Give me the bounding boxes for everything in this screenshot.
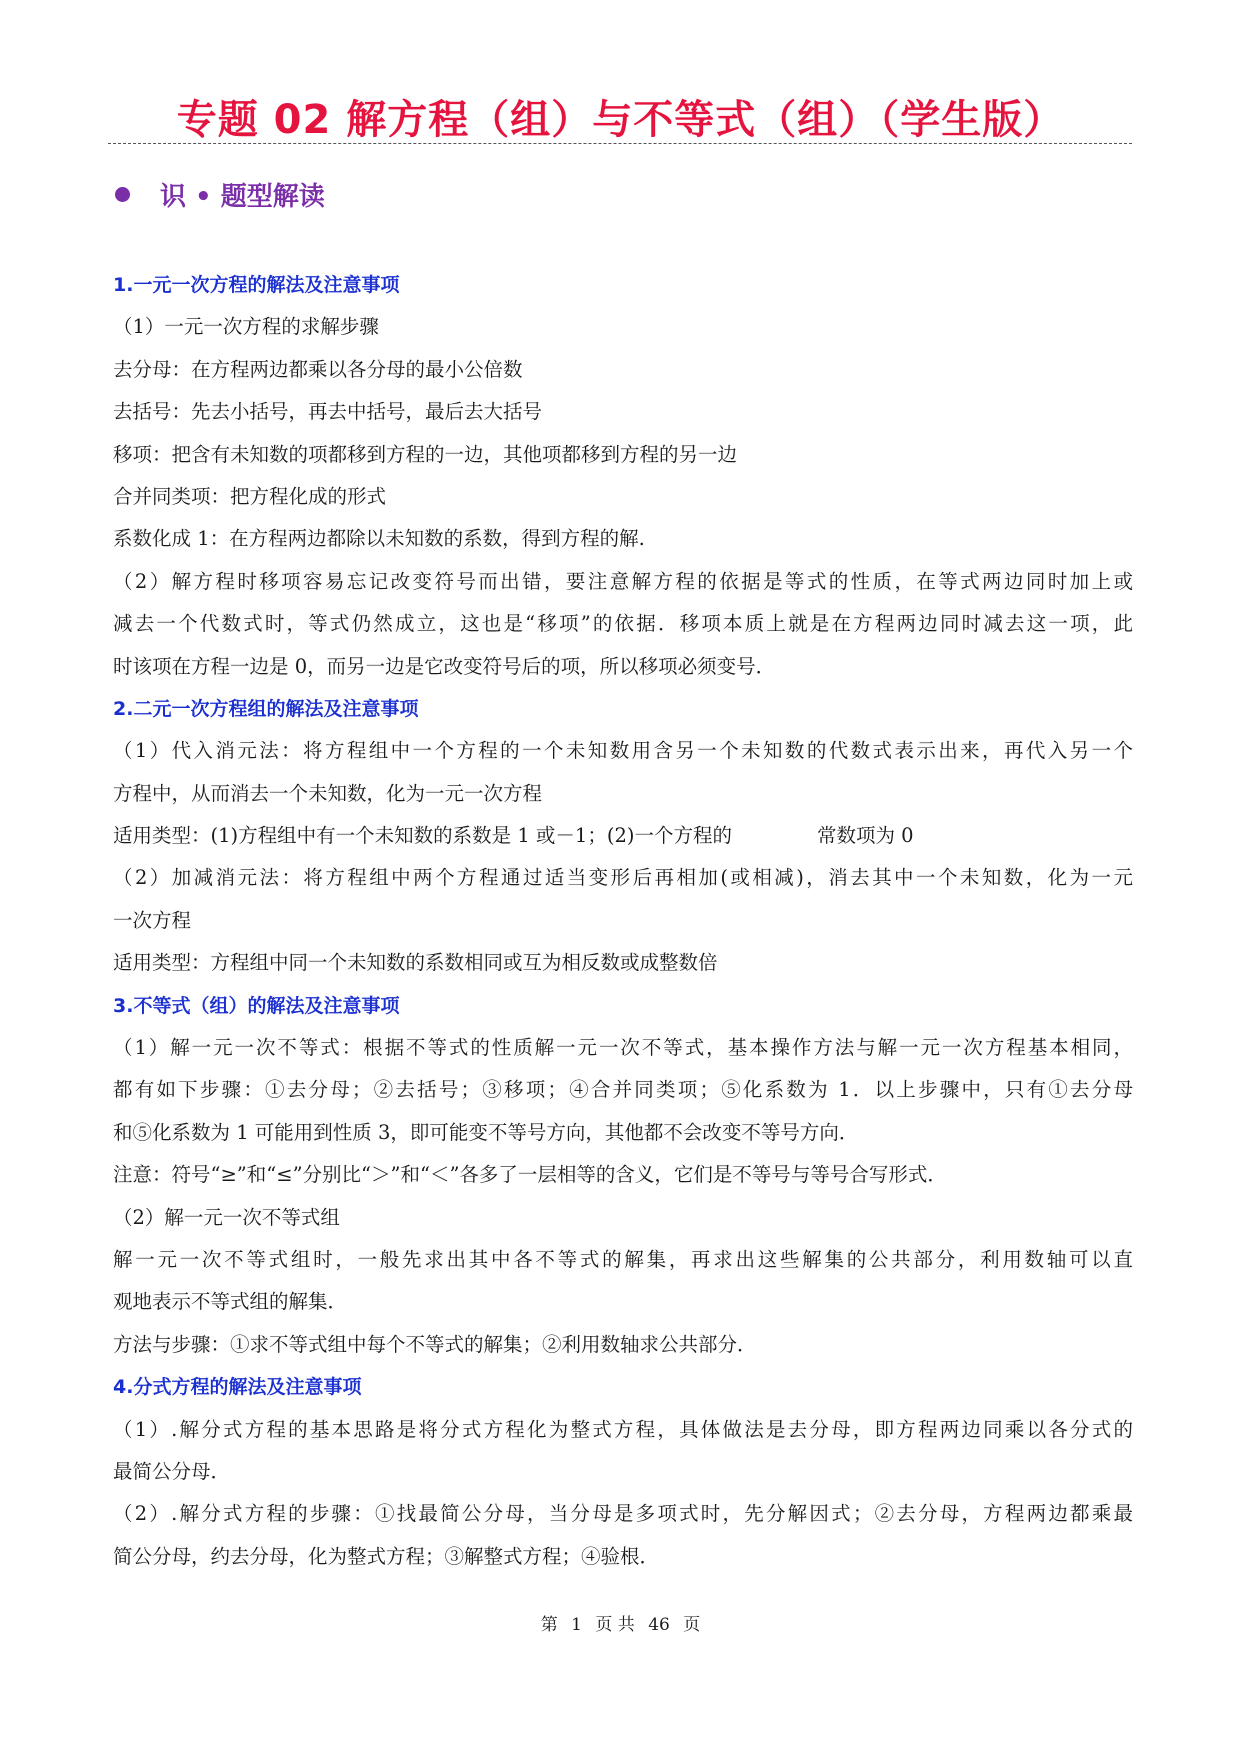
title-divider [108, 143, 1132, 144]
paragraph-line: 简公分母，约去分母，化为整式方程；③解整式方程；④验根． [113, 1544, 660, 1568]
footer-suffix: 页 [683, 1615, 701, 1635]
paragraph-line: 都有如下步骤：①去分母；②去括号；③移项；④合并同类项；⑤化系数为 1．以上步骤中，只有①去分母 [113, 1078, 1133, 1102]
paragraph-line: 系数化成 1：在方程两边都除以未知数的系数，得到方程的解. [113, 527, 645, 551]
paragraph-line: （2）加减消元法：将方程组中两个方程通过适当变形后再相加(或相减)，消去其中一个未知数，化为一元 [113, 866, 1133, 890]
paragraph-line: （2）.解分式方程的步骤：①找最简公分母，当分母是多项式时，先分解因式；②去分母，方程两边都乘最 [113, 1502, 1133, 1526]
paragraph-line: 最简公分母． [113, 1459, 231, 1483]
section-header [115, 172, 325, 216]
paragraph-line: 移项：把含有未知数的项都移到方程的一边，其他项都移到方程的另一边 [113, 442, 738, 466]
section-heading: 4.分式方程的解法及注意事项 [113, 1376, 362, 1399]
paragraph-line: 去括号：先去小括号，再去中括号，最后去大括号 [113, 400, 543, 424]
section-heading: 3.不等式（组）的解法及注意事项 [113, 994, 400, 1017]
paragraph-line [113, 815, 1133, 857]
paragraph-line: （1）解一元一次不等式：根据不等式的性质解一元一次不等式，基本操作方法与解一元一次方程基本相同， [113, 1036, 1133, 1060]
paragraph-line: （1）代入消元法：将方程组中一个方程的一个未知数用含另一个未知数的代数式表示出来，再代入另一个 [113, 739, 1133, 763]
footer-total-pages: 46 [648, 1615, 670, 1635]
paragraph-line: 适用类型：方程组中同一个未知数的系数相同或互为相反数或成整数倍 [113, 951, 718, 975]
paragraph-line: 一次方程 [113, 908, 192, 932]
line-text: 适用类型：(1)方程组中有一个未知数的系数是 1 或－1；(2)一个方程的 [113, 824, 732, 848]
page-footer [0, 1610, 1241, 1635]
section-heading: 1.一元一次方程的解法及注意事项 [113, 274, 400, 296]
paragraph-line: 合并同类项：把方程化成的形式 [113, 484, 387, 508]
paragraph-line: 解一元一次不等式组时，一般先求出其中各不等式的解集，再求出这些解集的公共部分，利用数轴可以直 [113, 1247, 1133, 1271]
section-heading: 2.二元一次方程组的解法及注意事项 [113, 697, 419, 720]
paragraph-line: （1）.解分式方程的基本思路是将分式方程化为整式方程，具体做法是去分母，即方程两边同乘以各分式的 [113, 1417, 1133, 1441]
paragraph-line: 方法与步骤：①求不等式组中每个不等式的解集；②利用数轴求公共部分． [113, 1332, 757, 1356]
paragraph-line: 注意：符号“≥”和“≤”分别比“＞”和“＜”各多了一层相等的含义，它们是不等号与等号合写形式． [113, 1163, 947, 1187]
section-label: 识 • 题型解读 [160, 181, 325, 212]
footer-mid: 页 共 [595, 1615, 635, 1635]
paragraph-line: （2）解一元一次不等式组 [113, 1205, 340, 1229]
footer-prefix: 第 [540, 1615, 558, 1635]
paragraph-line: 时该项在方程一边是 0，而另一边是它改变符号后的项，所以移项必须变号． [113, 654, 776, 678]
paragraph-line: 和⑤化系数为 1 可能用到性质 3，即可能变不等号方向，其他都不会改变不等号方向． [113, 1120, 859, 1144]
paragraph-line: 去分母：在方程两边都乘以各分母的最小公倍数 [113, 357, 523, 381]
paragraph-line: 方程中，从而消去一个未知数，化为一元一次方程 [113, 781, 543, 805]
paragraph-line: 观地表示不等式组的解集． [113, 1290, 348, 1314]
paragraph-line: 减去一个代数式时，等式仍然成立，这也是“移项”的依据．移项本质上就是在方程两边同时减去这一项，此 [113, 612, 1133, 636]
paragraph-line: （1）一元一次方程的求解步骤 [113, 315, 379, 339]
line-text: 常数项为 0 [816, 824, 914, 848]
body-text [113, 264, 1133, 1578]
dot-bullet-icon [115, 187, 130, 202]
footer-page-number: 1 [571, 1615, 582, 1635]
paragraph-line: （2）解方程时移项容易忘记改变符号而出错，要注意解方程的依据是等式的性质，在等式两边同时加上或 [113, 569, 1133, 593]
page-title: 专题 02 解方程（组）与不等式（组）（学生版） [176, 97, 1065, 143]
